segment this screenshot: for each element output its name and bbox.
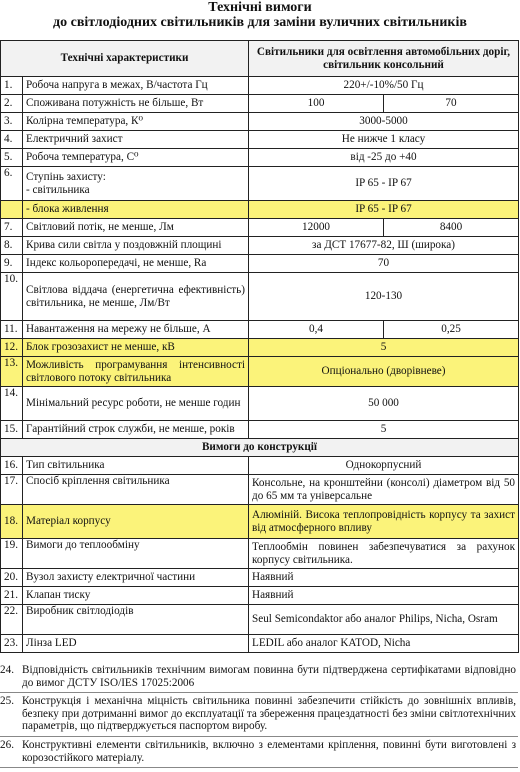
- table-row: [1, 321, 519, 339]
- row-label: Вимоги до теплообміну: [23, 539, 249, 569]
- row-label: [23, 167, 249, 201]
- section-construction-title: Вимоги до конструкції: [1, 439, 519, 457]
- table-header-row: [1, 41, 519, 77]
- row-value-left: 100: [249, 95, 384, 113]
- row-number: 6.: [1, 167, 23, 201]
- table-row: [1, 113, 519, 131]
- row-number: 19.: [1, 539, 23, 569]
- row-label: Світловий потік, не менше, Лм: [23, 219, 249, 237]
- title-line-2: до світлодіодних світильників для заміни вуличних світильників: [53, 15, 467, 30]
- row-number: 5.: [1, 149, 23, 167]
- row-number: 4.: [1, 131, 23, 149]
- spec-table: [0, 40, 519, 653]
- table-row: [1, 95, 519, 113]
- row-number: 18.: [1, 505, 23, 539]
- note-item: [0, 662, 518, 693]
- row-number: 11.: [1, 321, 23, 339]
- note-text: Конструкція і механічна міцність світильника повинні забезпечити стійкість до зовнішніх впливів, безпеку при дотриманні вимог до експлуатації та збереження працездатності без зміни світлотехнічних параметрів, що підтверджується паспортом виробу.: [22, 695, 516, 733]
- row-label: Можливість програмування інтенсивності світлового потоку світильника: [23, 357, 249, 387]
- row-label: Лінза LED: [23, 635, 249, 653]
- row-number: 3.: [1, 113, 23, 131]
- table-row-highlighted: [1, 339, 519, 357]
- table-row: [1, 131, 519, 149]
- table-row: [1, 387, 519, 421]
- row-value: IP 65 - IP 67: [249, 201, 519, 219]
- table-row: [1, 635, 519, 653]
- row-label: Гарантійний строк служби, не менше, років: [23, 421, 249, 439]
- row-value: 120-130: [249, 273, 519, 321]
- row-value: Наявний: [249, 587, 519, 605]
- header-luminaires: Світильники для освітлення автомобільних доріг, світильник консольний: [249, 41, 519, 77]
- row-value: Наявний: [249, 569, 519, 587]
- row-value-right: 70: [384, 95, 519, 113]
- row-number: 16.: [1, 457, 23, 475]
- notes-section: [0, 662, 518, 768]
- row-label: Тип світильника: [23, 457, 249, 475]
- table-row: [1, 587, 519, 605]
- row-label: Індекс кольоропередачі, не менше, Ra: [23, 255, 249, 273]
- row-value: Теплообмін повинен забезпечуватися за рахунок корпусу світильника.: [249, 539, 519, 569]
- title-line-1: Технічні вимоги: [208, 0, 312, 15]
- row-number: 22.: [1, 605, 23, 635]
- row-value: Консольне, на кронштейни (консолі) діаметром від 50 до 65 мм та універсальне: [249, 475, 519, 505]
- protection-luminaire-label: - світильника: [26, 183, 90, 196]
- table-row: [1, 167, 519, 201]
- note-text: Конструктивні елементи світильників, включно з елементами кріплення, повинні бути виготовлені з корозостійкого матеріалу.: [22, 738, 516, 764]
- note-number: 25.: [0, 695, 14, 708]
- row-number: 8.: [1, 237, 23, 255]
- row-value-right: 0,25: [384, 321, 519, 339]
- row-value: 70: [249, 255, 519, 273]
- row-value-left: 12000: [249, 219, 384, 237]
- row-number: 14.: [1, 387, 23, 421]
- row-value: 5: [249, 339, 519, 357]
- table-row: [1, 237, 519, 255]
- table-row: [1, 539, 519, 569]
- table-row: [1, 77, 519, 95]
- table-row: [1, 255, 519, 273]
- row-number: 20.: [1, 569, 23, 587]
- note-number: 24.: [0, 664, 14, 676]
- table-row: [1, 149, 519, 167]
- row-number: 17.: [1, 475, 23, 505]
- table-row: [1, 273, 519, 321]
- row-value: LEDIL або аналог KATOD, Nicha: [249, 635, 519, 653]
- row-label: Колірна температура, К⁰: [23, 113, 249, 131]
- note-item: [0, 737, 518, 768]
- row-label: Крива сили світла у поздовжній площині: [23, 237, 249, 255]
- row-value-left: 0,4: [249, 321, 384, 339]
- row-value: 3000-5000: [249, 113, 519, 131]
- document-title: [0, 0, 520, 34]
- table-row-highlighted: [1, 505, 519, 539]
- table-row-highlighted: [1, 201, 519, 219]
- row-label: Мінімальний ресурс роботи, не менше годин: [23, 387, 249, 421]
- header-characteristics: Технічні характеристики: [1, 41, 249, 77]
- row-label: Навантаження на мережу не більше, А: [23, 321, 249, 339]
- row-value: Не нижче 1 класу: [249, 131, 519, 149]
- row-value: 50 000: [249, 387, 519, 421]
- row-label: Робоча напруга в межах, В/частота Гц: [23, 77, 249, 95]
- section-header-row: [1, 439, 519, 457]
- table-row-highlighted: [1, 357, 519, 387]
- row-number: [1, 201, 23, 219]
- row-value: Однокорпусний: [249, 457, 519, 475]
- row-value: 5: [249, 421, 519, 439]
- table-row: [1, 421, 519, 439]
- row-number: 10.: [1, 273, 23, 321]
- row-value: 220+/-10%/50 Гц: [249, 77, 519, 95]
- row-value: Опціонально (дворівневе): [249, 357, 519, 387]
- row-value: Алюміній. Висока теплопровідність корпусу та захист від атмосферного впливу: [249, 505, 519, 539]
- row-label: Споживана потужність не більше, Вт: [23, 95, 249, 113]
- row-label: Електричний захист: [23, 131, 249, 149]
- note-text: Відповідність світильників технічним вимогам повинна бути підтверджена сертифікатами відповідно до вимог ДСТУ ISO/IES 17025:2006: [22, 664, 516, 689]
- row-number: 12.: [1, 339, 23, 357]
- row-number: 1.: [1, 77, 23, 95]
- row-number: 21.: [1, 587, 23, 605]
- row-label: Спосіб кріплення світильника: [23, 475, 249, 505]
- row-value: Seul Semicondaktor або аналог Philips, Nicha, Osram: [249, 605, 519, 635]
- row-value: від -25 до +40: [249, 149, 519, 167]
- row-number: 23.: [1, 635, 23, 653]
- table-row: [1, 569, 519, 587]
- row-number: 13.: [1, 357, 23, 387]
- protection-degree-label: Ступінь захисту:: [26, 170, 106, 183]
- table-row: [1, 219, 519, 237]
- row-number: 2.: [1, 95, 23, 113]
- row-value: IP 65 - IP 67: [249, 167, 519, 201]
- row-label: Матеріал корпусу: [23, 505, 249, 539]
- table-row: [1, 457, 519, 475]
- row-label: Клапан тиску: [23, 587, 249, 605]
- row-label: Робоча температура, С⁰: [23, 149, 249, 167]
- note-number: 26.: [0, 738, 14, 751]
- row-number: 7.: [1, 219, 23, 237]
- row-number: 9.: [1, 255, 23, 273]
- note-item: [0, 693, 518, 737]
- row-label: Світлова віддача (енергетична ефективність) світильника, не менше, Лм/Вт: [23, 273, 249, 321]
- row-value: за ДСТ 17677-82, Ш (широка): [249, 237, 519, 255]
- table-row: [1, 475, 519, 505]
- row-number: 15.: [1, 421, 23, 439]
- row-label: - блока живлення: [23, 201, 249, 219]
- row-label: Вузол захисту електричної частини: [23, 569, 249, 587]
- row-label: Блок грозозахист не менше, кВ: [23, 339, 249, 357]
- row-label: Виробник світлодіодів: [23, 605, 249, 635]
- table-row: [1, 605, 519, 635]
- row-value-right: 8400: [384, 219, 519, 237]
